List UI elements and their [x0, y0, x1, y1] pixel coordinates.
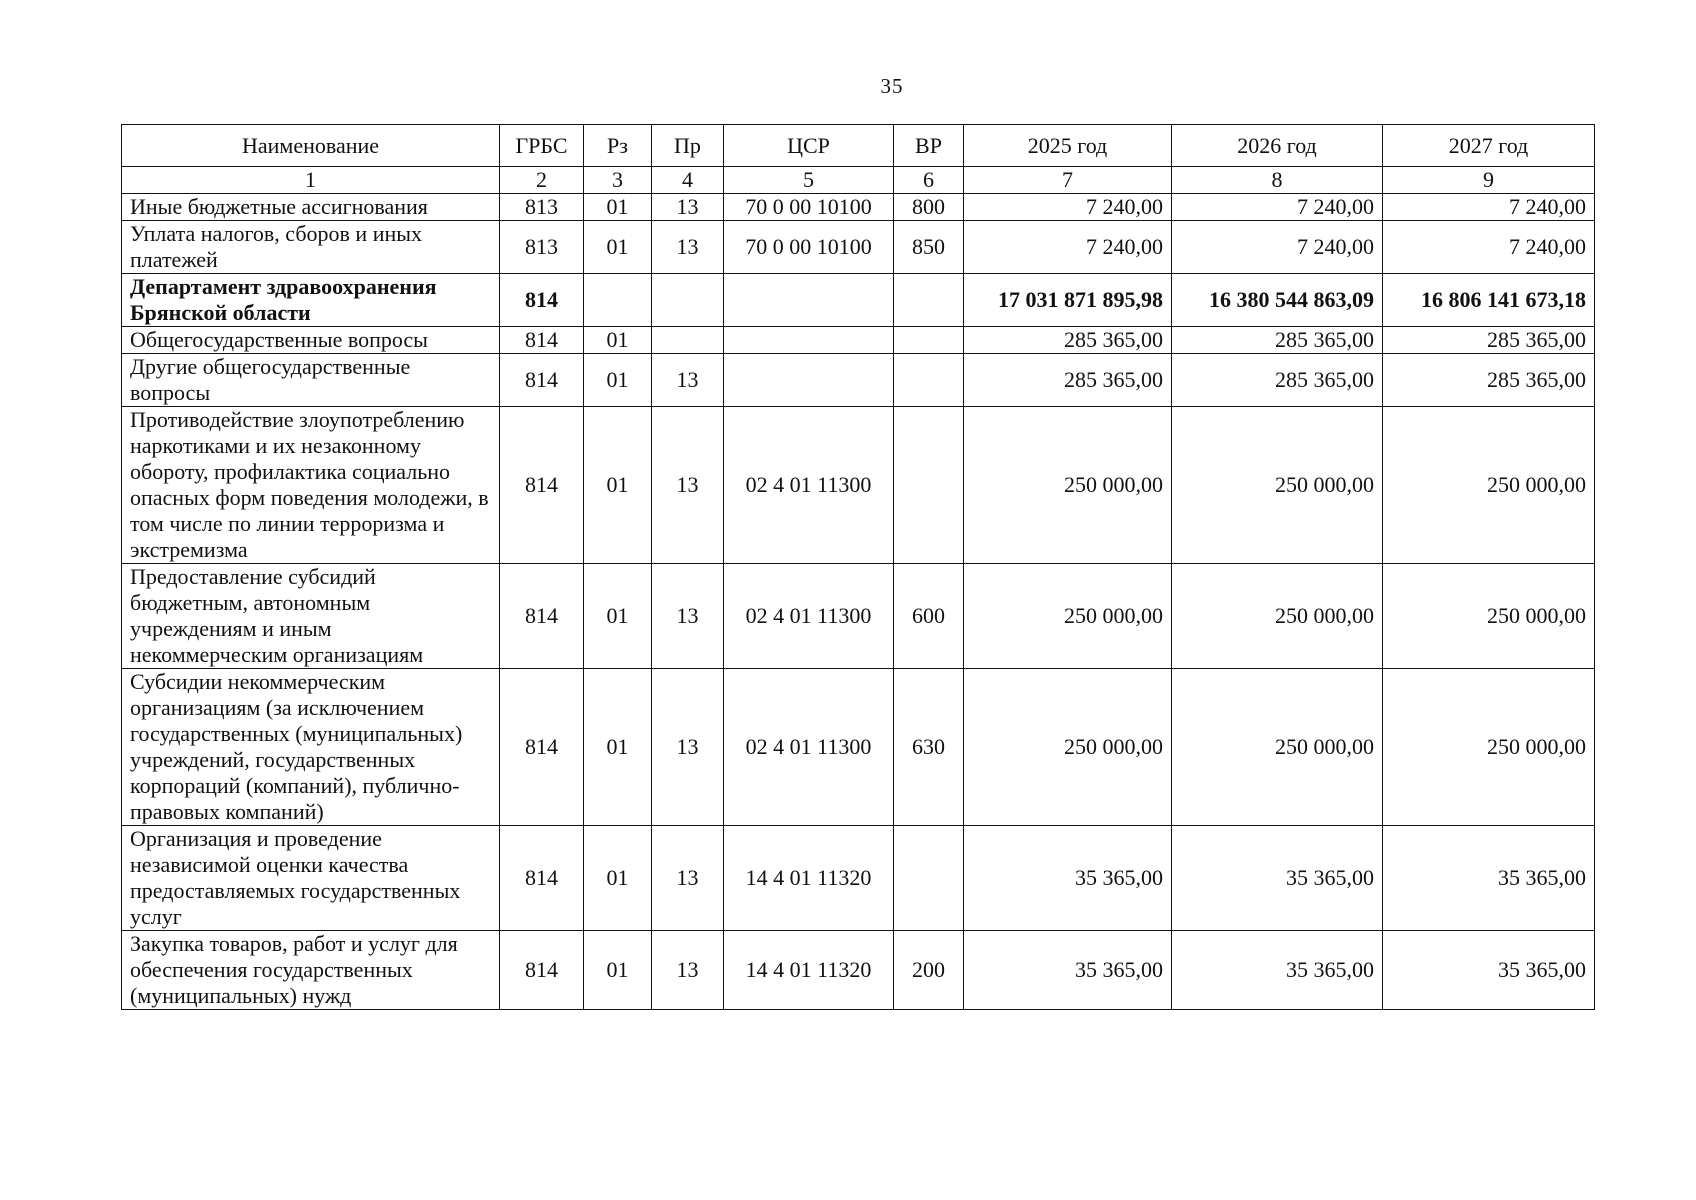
row-2027: 7 240,00: [1383, 194, 1595, 221]
row-name: Противодействие злоупотреблению наркотиками и их незаконному обороту, профилактика социально опасных форм поведения молодежи, в том числе по линии терроризма и экстремизма: [122, 407, 500, 564]
row-grbs: 813: [500, 221, 584, 274]
row-name: Другие общегосударственные вопросы: [122, 354, 500, 407]
row-rz: 01: [584, 826, 652, 931]
row-grbs: 814: [500, 931, 584, 1010]
row-name: Департамент здравоохранения Брянской области: [122, 274, 500, 327]
row-2026: 250 000,00: [1172, 564, 1383, 669]
row-2025: 250 000,00: [964, 407, 1172, 564]
row-rz: 01: [584, 407, 652, 564]
row-rz: 01: [584, 354, 652, 407]
header-2027: 2027 год: [1383, 125, 1595, 167]
row-csr: 14 4 01 11320: [724, 931, 894, 1010]
row-grbs: 814: [500, 826, 584, 931]
row-2027: 7 240,00: [1383, 221, 1595, 274]
row-2027: 250 000,00: [1383, 564, 1595, 669]
row-csr: [724, 354, 894, 407]
row-csr: 02 4 01 11300: [724, 669, 894, 826]
row-pr: 13: [652, 564, 724, 669]
row-2026: 35 365,00: [1172, 931, 1383, 1010]
table-row: [122, 194, 1595, 221]
row-csr: [724, 327, 894, 354]
header-name: Наименование: [122, 125, 500, 167]
row-2027: 35 365,00: [1383, 931, 1595, 1010]
table-row: [122, 221, 1595, 274]
column-number: 8: [1172, 167, 1383, 194]
header-row: [122, 125, 1595, 167]
row-grbs: 814: [500, 274, 584, 327]
row-2025: 35 365,00: [964, 826, 1172, 931]
row-2025: 35 365,00: [964, 931, 1172, 1010]
row-2025: 250 000,00: [964, 669, 1172, 826]
row-rz: 01: [584, 221, 652, 274]
row-rz: 01: [584, 669, 652, 826]
row-2027: 285 365,00: [1383, 354, 1595, 407]
table-row: [122, 564, 1595, 669]
row-pr: 13: [652, 354, 724, 407]
row-vr: 630: [894, 669, 964, 826]
row-pr: 13: [652, 221, 724, 274]
row-name: Предоставление субсидий бюджетным, автономным учреждениям и иным некоммерческим организациям: [122, 564, 500, 669]
table-row: [122, 407, 1595, 564]
row-2026: 285 365,00: [1172, 354, 1383, 407]
row-grbs: 813: [500, 194, 584, 221]
row-csr: 02 4 01 11300: [724, 564, 894, 669]
table-row: [122, 669, 1595, 826]
row-2027: 250 000,00: [1383, 669, 1595, 826]
row-2025: 250 000,00: [964, 564, 1172, 669]
table-row-department: [122, 274, 1595, 327]
row-2026: 250 000,00: [1172, 669, 1383, 826]
budget-table: [121, 124, 1595, 1010]
row-vr: [894, 826, 964, 931]
row-pr: 13: [652, 931, 724, 1010]
row-2026: 285 365,00: [1172, 327, 1383, 354]
row-2026: 7 240,00: [1172, 194, 1383, 221]
page-number: 35: [880, 74, 904, 98]
header-2025: 2025 год: [964, 125, 1172, 167]
row-csr: 70 0 00 10100: [724, 194, 894, 221]
column-number: 7: [964, 167, 1172, 194]
row-csr: 02 4 01 11300: [724, 407, 894, 564]
row-2027: 285 365,00: [1383, 327, 1595, 354]
row-vr: [894, 354, 964, 407]
column-number: 6: [894, 167, 964, 194]
row-pr: 13: [652, 669, 724, 826]
row-grbs: 814: [500, 564, 584, 669]
row-2025: 7 240,00: [964, 194, 1172, 221]
row-pr: 13: [652, 407, 724, 564]
row-vr: 800: [894, 194, 964, 221]
row-2026: 16 380 544 863,09: [1172, 274, 1383, 327]
row-rz: 01: [584, 327, 652, 354]
row-vr: 600: [894, 564, 964, 669]
row-csr: [724, 274, 894, 327]
row-2026: 35 365,00: [1172, 826, 1383, 931]
table-row: [122, 354, 1595, 407]
row-rz: 01: [584, 194, 652, 221]
row-name: Уплата налогов, сборов и иных платежей: [122, 221, 500, 274]
row-vr: [894, 327, 964, 354]
row-grbs: 814: [500, 669, 584, 826]
row-2025: 7 240,00: [964, 221, 1172, 274]
column-number: 2: [500, 167, 584, 194]
row-pr: 13: [652, 194, 724, 221]
row-rz: 01: [584, 564, 652, 669]
column-number: 1: [122, 167, 500, 194]
row-name: Субсидии некоммерческим организациям (за исключением государственных (муниципальных) учреждений, государственных корпораций (компаний), публично-правовых компаний): [122, 669, 500, 826]
row-2026: 7 240,00: [1172, 221, 1383, 274]
row-name: Иные бюджетные ассигнования: [122, 194, 500, 221]
row-name: Организация и проведение независимой оценки качества предоставляемых государственных услуг: [122, 826, 500, 931]
column-number: 3: [584, 167, 652, 194]
row-pr: [652, 327, 724, 354]
row-2027: 35 365,00: [1383, 826, 1595, 931]
row-grbs: 814: [500, 354, 584, 407]
row-2025: 285 365,00: [964, 327, 1172, 354]
row-2026: 250 000,00: [1172, 407, 1383, 564]
row-name: Закупка товаров, работ и услуг для обеспечения государственных (муниципальных) нужд: [122, 931, 500, 1010]
row-vr: [894, 274, 964, 327]
row-vr: [894, 407, 964, 564]
column-number: 5: [724, 167, 894, 194]
row-pr: [652, 274, 724, 327]
column-number: 9: [1383, 167, 1595, 194]
row-vr: 850: [894, 221, 964, 274]
header-grbs: ГРБС: [500, 125, 584, 167]
header-rz: Рз: [584, 125, 652, 167]
row-2027: 16 806 141 673,18: [1383, 274, 1595, 327]
header-pr: Пр: [652, 125, 724, 167]
table-row: [122, 931, 1595, 1010]
row-2025: 285 365,00: [964, 354, 1172, 407]
row-2027: 250 000,00: [1383, 407, 1595, 564]
table-row: [122, 327, 1595, 354]
header-vr: ВР: [894, 125, 964, 167]
row-grbs: 814: [500, 327, 584, 354]
row-rz: 01: [584, 931, 652, 1010]
header-2026: 2026 год: [1172, 125, 1383, 167]
column-number-row: [122, 167, 1595, 194]
header-csr: ЦСР: [724, 125, 894, 167]
table-row: [122, 826, 1595, 931]
row-vr: 200: [894, 931, 964, 1010]
row-pr: 13: [652, 826, 724, 931]
row-csr: 14 4 01 11320: [724, 826, 894, 931]
row-csr: 70 0 00 10100: [724, 221, 894, 274]
row-2025: 17 031 871 895,98: [964, 274, 1172, 327]
row-grbs: 814: [500, 407, 584, 564]
row-rz: [584, 274, 652, 327]
column-number: 4: [652, 167, 724, 194]
row-name: Общегосударственные вопросы: [122, 327, 500, 354]
